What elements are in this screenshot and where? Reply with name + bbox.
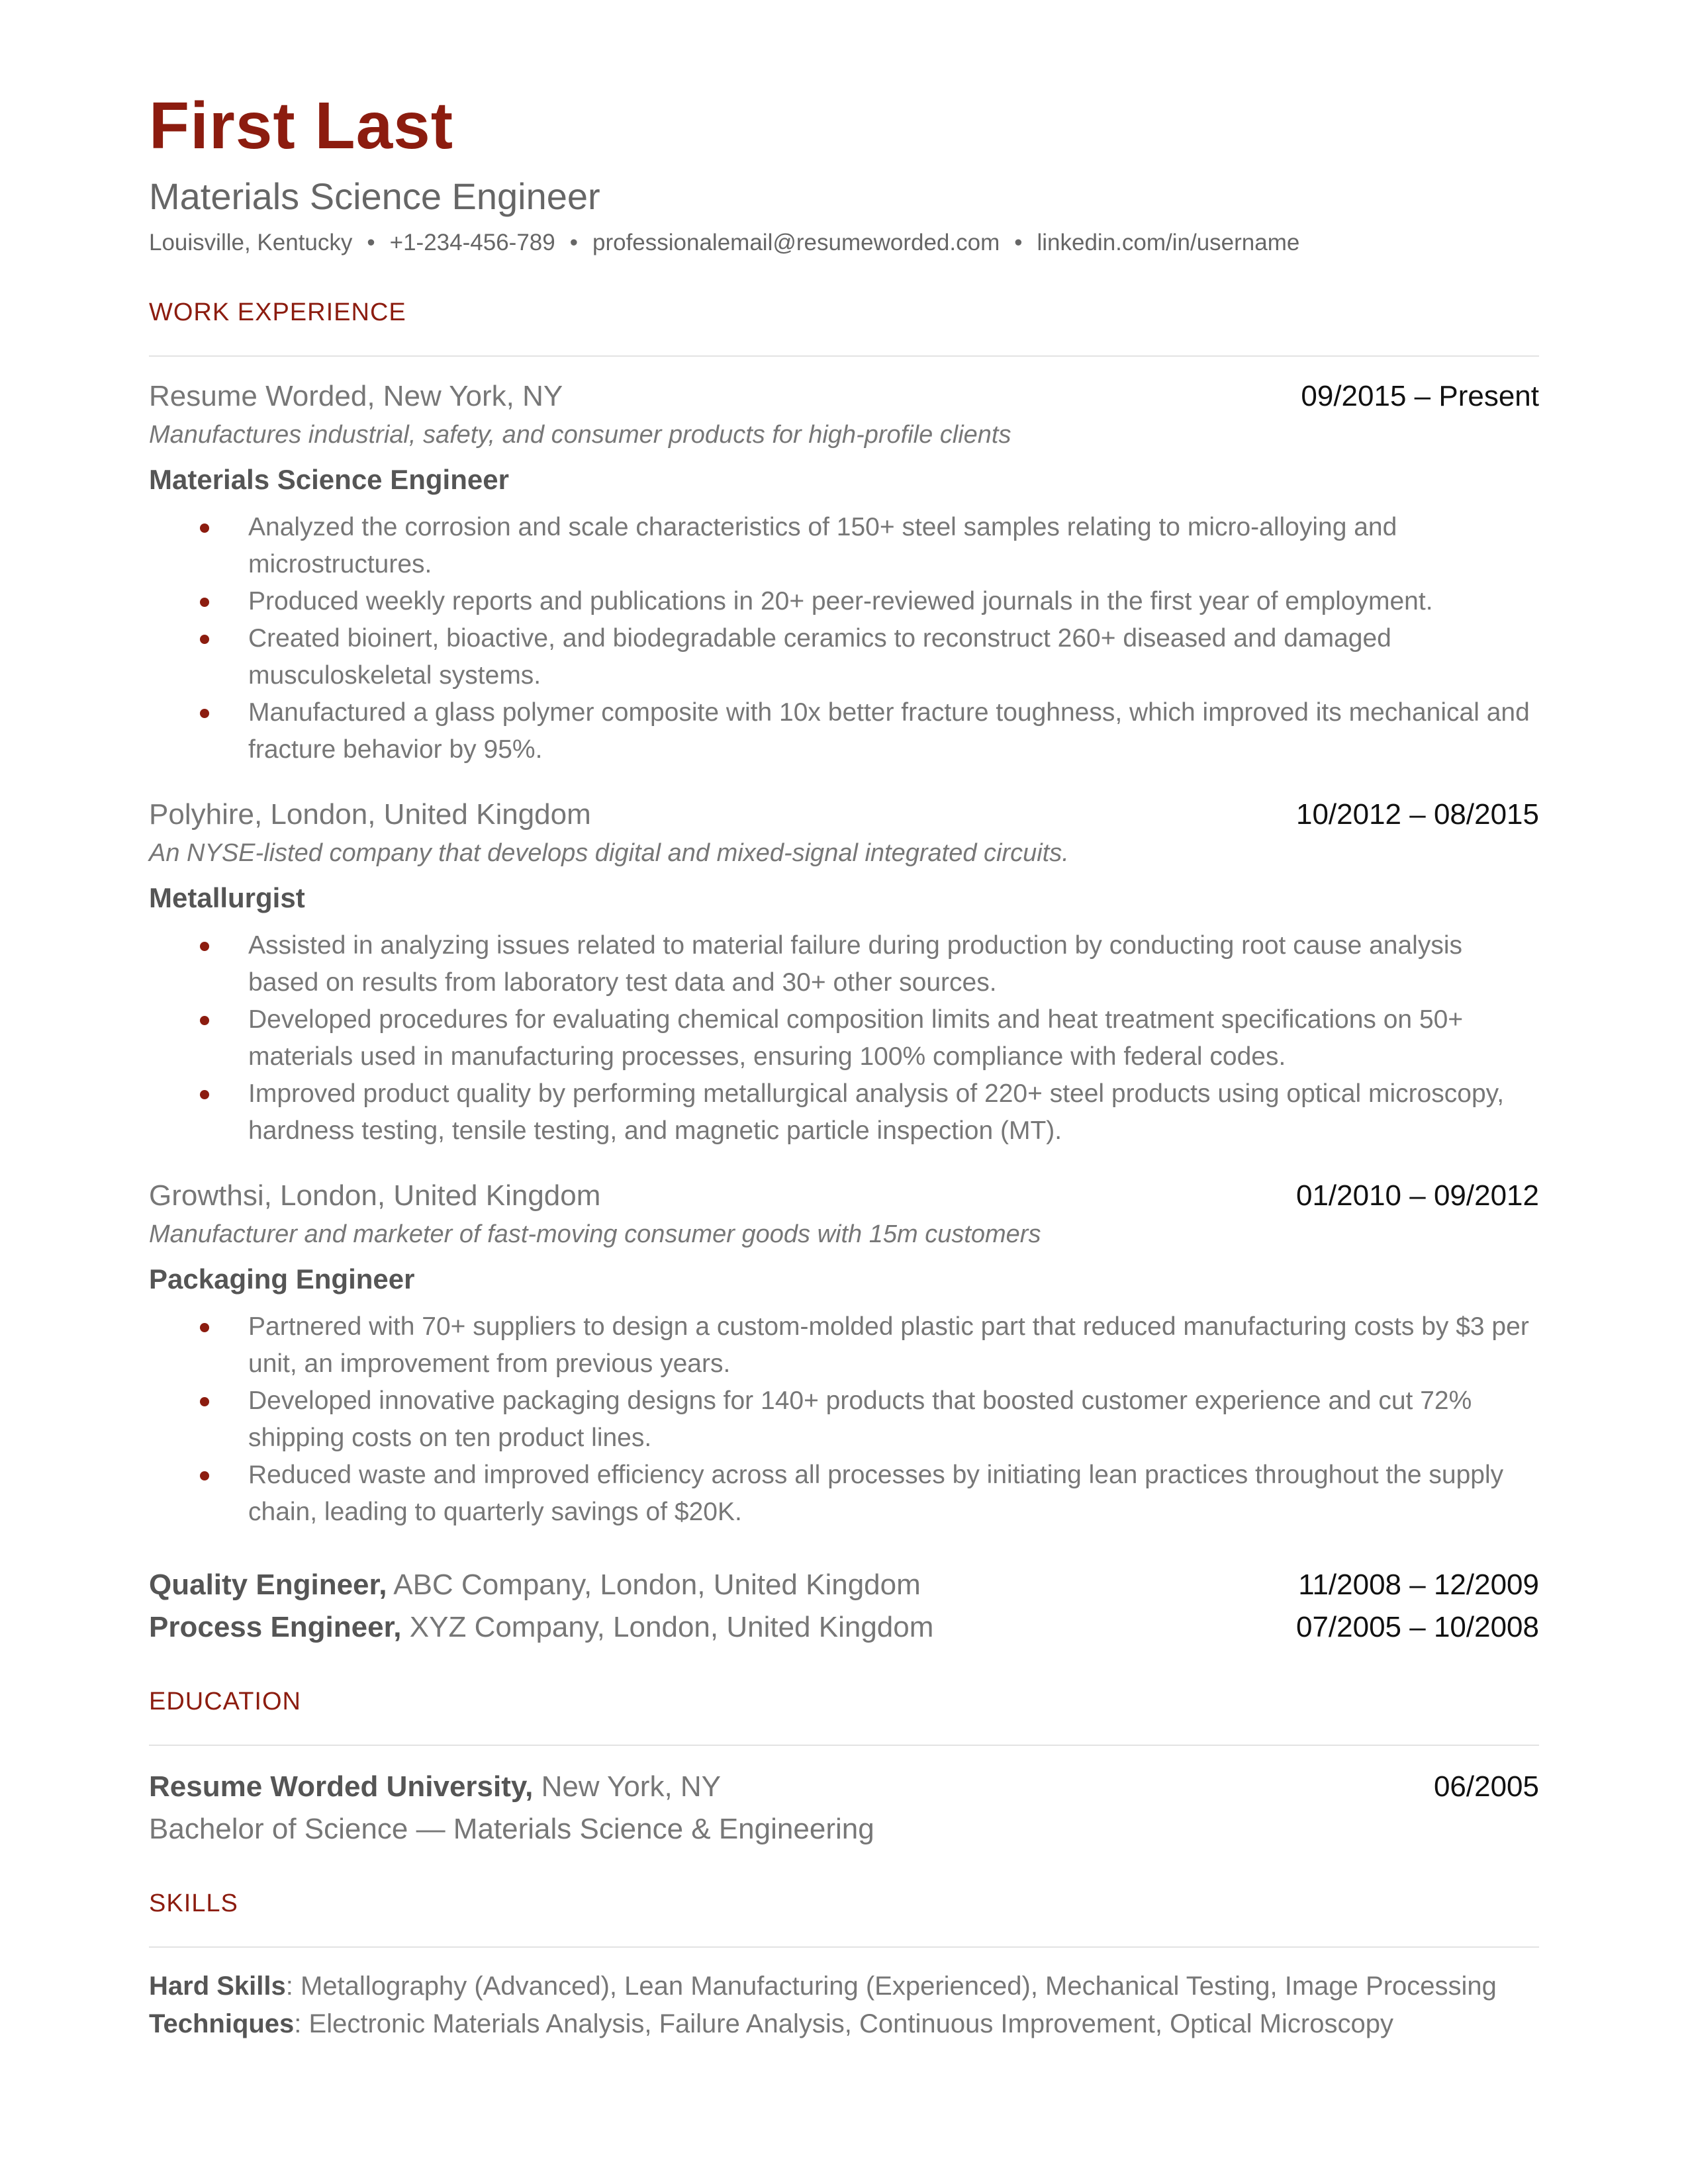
contact-email[interactable]: professionalemail@resumeworded.com xyxy=(592,230,1000,255)
resume-content xyxy=(149,86,1539,2043)
job-dates: 01/2010 – 09/2012 xyxy=(1295,1179,1539,1212)
job-position: Materials Science Engineer xyxy=(149,464,509,495)
section-divider xyxy=(149,1946,1539,1948)
bullet-dot-icon xyxy=(200,942,209,951)
work-experience-heading: WORK EXPERIENCE xyxy=(149,298,406,326)
candidate-name: First Last xyxy=(149,89,454,163)
contact-line xyxy=(149,226,1539,259)
earlier-role-company: ABC Company, London, United Kingdom xyxy=(393,1569,921,1601)
job-bullets xyxy=(149,509,1539,768)
earlier-role-company: XYZ Company, London, United Kingdom xyxy=(409,1611,934,1643)
section-divider xyxy=(149,355,1539,357)
job-company: Growthsi, London, United Kingdom xyxy=(149,1179,601,1212)
earlier-role-dates: 11/2008 – 12/2009 xyxy=(1298,1569,1539,1601)
job-bullet-text: Improved product quality by performing metallurgical analysis of 220+ steel products using optical microscopy, hardness testing, tensile testing, and magnetic particle inspection (MT). xyxy=(248,1079,1505,1145)
job-bullet-text: Produced weekly reports and publications in 20+ peer-reviewed journals in the first year of employment. xyxy=(248,587,1433,615)
earlier-role-description xyxy=(149,1564,921,1606)
bullet-dot-icon xyxy=(200,523,209,533)
earlier-role-dates: 07/2005 – 10/2008 xyxy=(1295,1611,1539,1643)
skill-line-hard-skills xyxy=(149,1968,1539,2005)
earlier-role-title: Quality Engineer, xyxy=(149,1569,387,1601)
skill-label: Hard Skills xyxy=(149,1972,286,2001)
job-entry xyxy=(149,795,1539,1150)
job-bullet xyxy=(149,1001,1539,1075)
job-bullets xyxy=(149,927,1539,1150)
earlier-role xyxy=(149,1606,1539,1649)
bullet-dot-icon xyxy=(200,1323,209,1332)
job-header xyxy=(149,795,1539,835)
job-bullet xyxy=(149,1383,1539,1457)
job-header xyxy=(149,1176,1539,1216)
education-school-line xyxy=(149,1766,721,1808)
skill-line-techniques xyxy=(149,2005,1539,2043)
job-position: Metallurgist xyxy=(149,882,305,913)
section-divider xyxy=(149,1745,1539,1746)
contact-separator: • xyxy=(1014,230,1023,255)
job-bullet xyxy=(149,1075,1539,1150)
job-dates: 09/2015 – Present xyxy=(1301,380,1539,412)
job-bullet-text: Reduced waste and improved efficiency across all processes by initiating lean practices throughout the supply chain, leading to quarterly savings of $20K. xyxy=(248,1461,1504,1526)
job-bullet-text: Assisted in analyzing issues related to material failure during production by conducting root cause analysis based on results from laboratory test data and 30+ other sources. xyxy=(248,931,1463,997)
job-company-description: An NYSE-listed company that develops digital and mixed-signal integrated circuits. xyxy=(149,839,1069,867)
job-bullet-text: Developed innovative packaging designs for 140+ products that boosted customer experience and cut 72% shipping costs on ten product lines. xyxy=(248,1387,1472,1452)
job-bullet-text: Created bioinert, bioactive, and biodegradable ceramics to reconstruct 260+ diseased and damaged musculoskeletal systems. xyxy=(248,624,1391,690)
job-bullet-text: Partnered with 70+ suppliers to design a custom-molded plastic part that reduced manufacturing costs by $3 per unit, an improvement from previous years. xyxy=(248,1312,1529,1378)
job-bullet xyxy=(149,927,1539,1001)
skills-heading: SKILLS xyxy=(149,1889,238,1917)
contact-linkedin[interactable]: linkedin.com/in/username xyxy=(1037,230,1300,255)
job-dates: 10/2012 – 08/2015 xyxy=(1295,798,1539,831)
job-bullet xyxy=(149,1457,1539,1531)
job-bullet-text: Manufactured a glass polymer composite with 10x better fracture toughness, which improved its mechanical and fracture behavior by 95%. xyxy=(248,698,1530,764)
job-company: Polyhire, London, United Kingdom xyxy=(149,798,591,831)
education-location: New York, NY xyxy=(541,1770,722,1803)
education-degree: Bachelor of Science — Materials Science & Engineering xyxy=(149,1813,874,1845)
job-entry xyxy=(149,377,1539,768)
job-bullets xyxy=(149,1308,1539,1531)
candidate-title: Materials Science Engineer xyxy=(149,175,600,217)
earlier-role xyxy=(149,1564,1539,1606)
job-company: Resume Worded, New York, NY xyxy=(149,380,563,412)
contact-separator: • xyxy=(367,230,375,255)
job-bullet-text: Analyzed the corrosion and scale characteristics of 150+ steel samples relating to micro-alloying and microstructures. xyxy=(248,513,1397,578)
job-bullet xyxy=(149,694,1539,768)
skill-values: : Metallography (Advanced), Lean Manufacturing (Experienced), Mechanical Testing, Image Processing xyxy=(285,1972,1497,2001)
job-bullet-text: Developed procedures for evaluating chemical composition limits and heat treatment specifications on 50+ materials used in manufacturing processes, ensuring 100% compliance with federal codes. xyxy=(248,1005,1464,1071)
contact-phone: +1-234-456-789 xyxy=(389,230,555,255)
job-header xyxy=(149,377,1539,416)
bullet-dot-icon xyxy=(200,635,209,644)
bullet-dot-icon xyxy=(200,709,209,718)
bullet-dot-icon xyxy=(200,1090,209,1099)
bullet-dot-icon xyxy=(200,1016,209,1025)
job-company-description: Manufactures industrial, safety, and consumer products for high-profile clients xyxy=(149,421,1011,449)
skill-label: Techniques xyxy=(149,2009,295,2038)
earlier-roles xyxy=(149,1564,1539,1649)
job-bullet xyxy=(149,509,1539,583)
education-heading: EDUCATION xyxy=(149,1688,301,1715)
job-position: Packaging Engineer xyxy=(149,1263,415,1295)
skill-values: : Electronic Materials Analysis, Failure Analysis, Continuous Improvement, Optical Microscopy xyxy=(294,2009,1393,2038)
bullet-dot-icon xyxy=(200,598,209,607)
job-bullet xyxy=(149,583,1539,620)
job-bullet xyxy=(149,1308,1539,1383)
job-entry xyxy=(149,1176,1539,1531)
bullet-dot-icon xyxy=(200,1471,209,1480)
education-entry xyxy=(149,1766,1539,1808)
education-school: Resume Worded University, xyxy=(149,1770,534,1803)
job-bullet xyxy=(149,620,1539,694)
contact-location: Louisville, Kentucky xyxy=(149,230,353,255)
education-date: 06/2005 xyxy=(1433,1770,1539,1803)
contact-separator: • xyxy=(569,230,578,255)
bullet-dot-icon xyxy=(200,1397,209,1406)
earlier-role-title: Process Engineer, xyxy=(149,1611,402,1643)
earlier-role-description xyxy=(149,1606,933,1649)
job-company-description: Manufacturer and marketer of fast-moving consumer goods with 15m customers xyxy=(149,1220,1041,1248)
